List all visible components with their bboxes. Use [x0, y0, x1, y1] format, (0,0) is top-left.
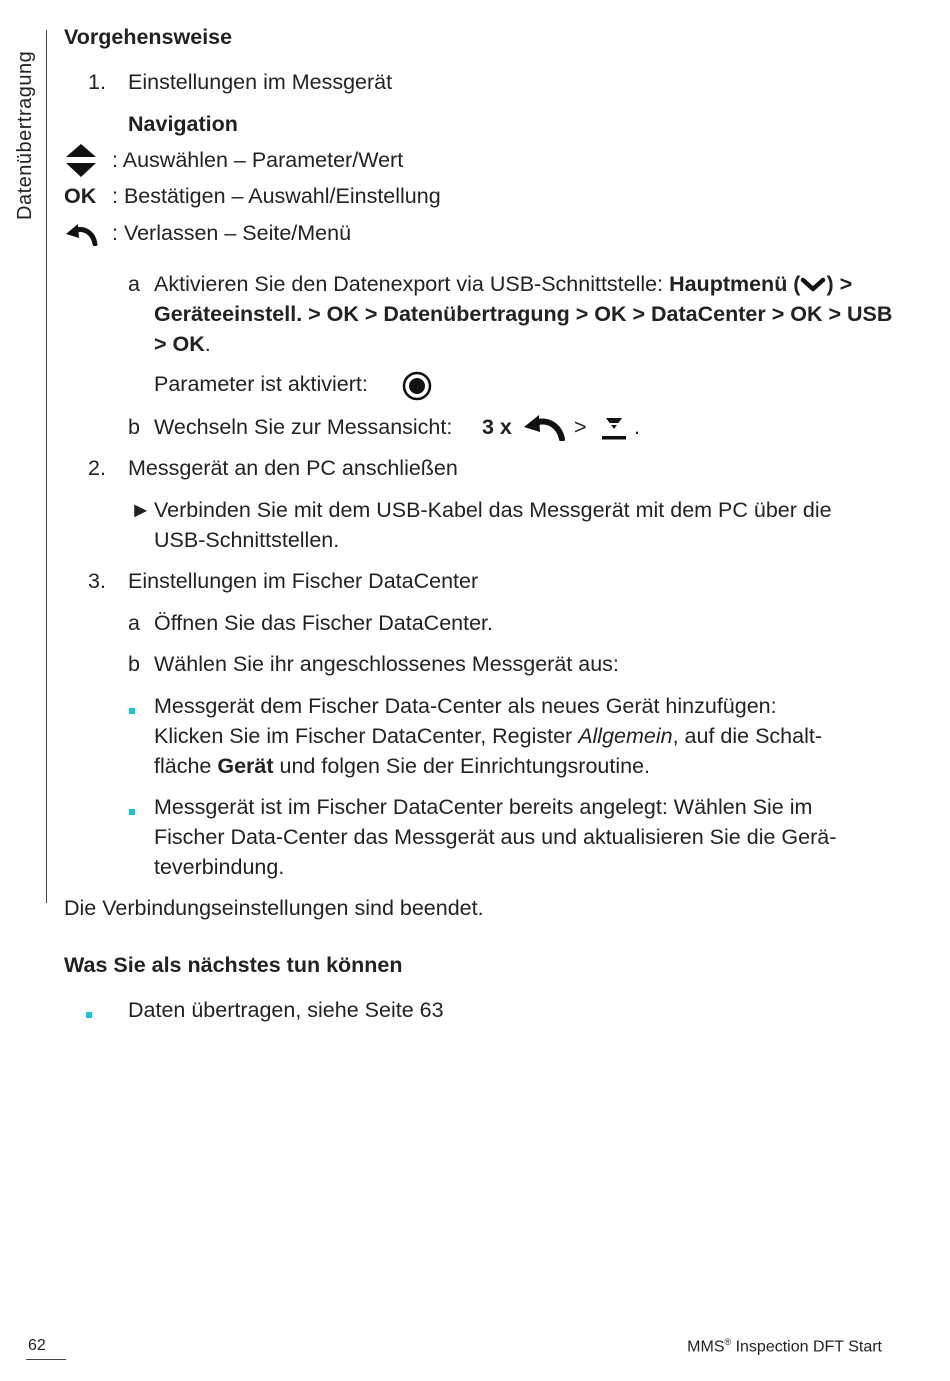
step1b-count: 3 x [482, 415, 512, 439]
procedure-heading: Vorgehensweise [64, 25, 233, 49]
step2-title: Messgerät an den PC anschließen [128, 456, 458, 480]
bullet1-line1: Messgerät dem Fischer Data-Center als neues Gerät hinzufügen: [154, 694, 777, 718]
step1b-letter: b [128, 415, 140, 439]
radio-selected-icon [402, 371, 432, 401]
step3-number: 3. [88, 569, 106, 593]
step2-number: 2. [88, 456, 106, 480]
product-name: MMS [687, 1338, 725, 1356]
step3-title: Einstellungen im Fischer DataCenter [128, 569, 479, 593]
step3a-text: Öffnen Sie das Fischer DataCenter. [154, 611, 494, 635]
back-arrow-icon [64, 224, 98, 246]
back-arrow-icon [522, 415, 566, 441]
bullet-square [86, 1012, 92, 1018]
result-text: Die Verbindungseinstellungen sind beendet. [64, 896, 484, 920]
up-down-arrows-icon [66, 144, 96, 178]
menu-path-line2: Geräteeinstell. > OK > Datenübertragung > OK > DataCenter > OK > USB [154, 302, 893, 326]
side-divider [46, 30, 47, 903]
nav-confirm-text: : Bestätigen – Auswahl/Einstellung [112, 184, 441, 208]
step1b-gt: > [574, 415, 587, 439]
step1b-lead: Wechseln Sie zur Messansicht: [154, 415, 453, 439]
page-number: 62 [28, 1337, 46, 1354]
nav-select-text: : Auswählen – Parameter/Wert [112, 148, 404, 172]
measure-view-icon [600, 417, 628, 441]
bullet2-line2: Fischer Data-Center das Messgerät aus und aktualisieren Sie die Gerä- [154, 825, 837, 849]
menu-path-line3-wrap [154, 332, 211, 357]
menu-path-period: . [204, 332, 211, 356]
product-name-rest: Inspection DFT Start [731, 1338, 882, 1356]
next-steps-heading: Was Sie als nächstes tun können [64, 953, 403, 977]
menu-path-end: ) > [826, 272, 853, 296]
bullet2-line1: Messgerät ist im Fischer DataCenter bereits angelegt: Wählen Sie im [154, 795, 813, 819]
step3b-letter: b [128, 652, 140, 676]
chevron-down-icon [800, 277, 826, 293]
button-geraet-label: Gerät [217, 754, 274, 778]
step1-number: 1. [88, 70, 106, 94]
bullet1-line3-a: fläche [154, 754, 218, 778]
step2-result-line1: Verbinden Sie mit dem USB-Kabel das Messgerät mit dem PC über die [154, 498, 832, 522]
result-arrow-icon: ► [130, 498, 152, 522]
bullet1-line3 [154, 754, 650, 779]
param-activated-text: Parameter ist aktiviert: [154, 372, 368, 396]
section-side-label: Datenübertragung [14, 50, 36, 220]
menu-path-line3: > OK [154, 332, 205, 356]
step1a-line1 [154, 272, 852, 297]
navigation-heading: Navigation [128, 112, 238, 136]
next-item-link[interactable]: Daten übertragen, siehe Seite 63 [128, 998, 444, 1022]
bullet1-line2 [154, 724, 822, 749]
registered-mark: ® [724, 1337, 732, 1347]
bullet2-line3: teverbindung. [154, 855, 285, 879]
footer-rule [26, 1359, 66, 1360]
step3a-letter: a [128, 611, 140, 635]
nav-exit-text: : Verlassen – Seite/Menü [112, 221, 352, 245]
register-allgemein: Allgemein [578, 724, 673, 748]
step1a-lead: Aktivieren Sie den Datenexport via USB-Schnittstelle: [154, 272, 664, 296]
bullet1-line2-a: Klicken Sie im Fischer DataCenter, Register [154, 724, 579, 748]
step1-title: Einstellungen im Messgerät [128, 70, 393, 94]
ok-key-label: OK [64, 184, 97, 208]
step1b-end: . [634, 415, 640, 439]
step1a-letter: a [128, 272, 140, 296]
step2-result-line2: USB-Schnittstellen. [154, 528, 340, 552]
menu-path-start: Hauptmenü ( [669, 272, 801, 296]
step3b-text: Wählen Sie ihr angeschlossenes Messgerät aus: [154, 652, 619, 676]
bullet-square [129, 708, 135, 714]
footer-product [687, 1337, 882, 1356]
bullet1-line2-b: , auf die Schalt- [672, 724, 822, 748]
bullet-square [129, 809, 135, 815]
bullet1-line3-b: und folgen Sie der Einrichtungsroutine. [273, 754, 651, 778]
